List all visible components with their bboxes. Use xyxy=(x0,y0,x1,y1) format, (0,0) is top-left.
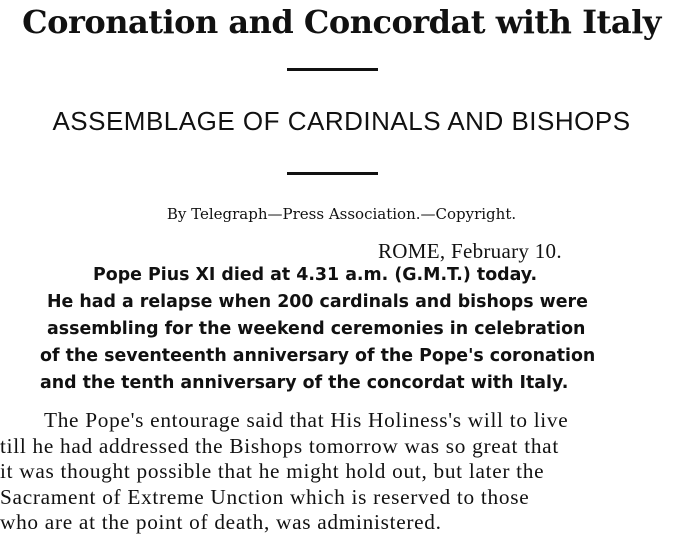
lead-line: of the seventeenth anniversary of the Pope's coronation xyxy=(40,346,596,366)
body-paragraph xyxy=(0,408,683,536)
body-line: who are at the point of death, was administered. xyxy=(0,510,442,535)
lead-line: and the tenth anniversary of the concordat with Italy. xyxy=(40,373,569,393)
lead-line: assembling for the weekend ceremonies in celebration xyxy=(47,319,586,339)
lead-line: He had a relapse when 200 cardinals and bishops were xyxy=(47,292,588,312)
dateline: ROME, February 10. xyxy=(378,239,562,263)
subheadline-divider xyxy=(287,172,378,175)
body-line: Sacrament of Extreme Unction which is reserved to those xyxy=(0,484,530,509)
byline: By Telegraph—Press Association.—Copyright. xyxy=(166,205,517,223)
lead-line: Pope Pius XI died at 4.31 a.m. (G.M.T.) today. xyxy=(93,265,538,285)
subheadline: ASSEMBLAGE OF CARDINALS AND BISHOPS xyxy=(52,106,631,136)
body-line: it was thought possible that he might hold out, but later the xyxy=(0,459,545,484)
headline-divider xyxy=(287,68,378,71)
body-line: till he had addressed the Bishops tomorrow was so great that xyxy=(0,433,559,458)
body-line: The Pope's entourage said that His Holiness's will to live xyxy=(44,408,569,432)
lead-paragraph xyxy=(0,262,683,397)
headline: Coronation and Concordat with Italy xyxy=(22,3,661,41)
